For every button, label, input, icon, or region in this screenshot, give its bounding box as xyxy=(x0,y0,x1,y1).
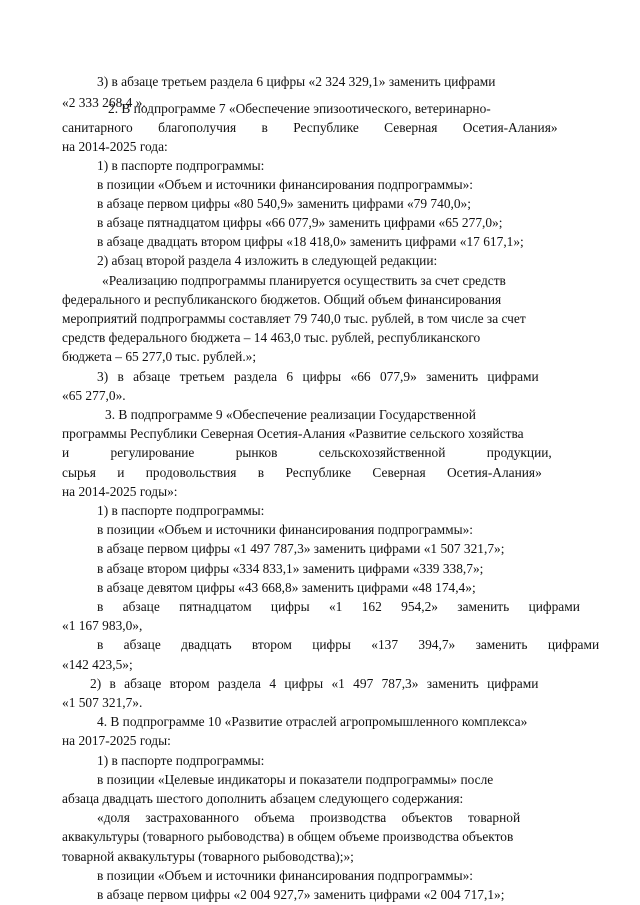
text-line: «142 423,5»; xyxy=(62,657,133,672)
text-line: в абзаце двадцать втором цифры «18 418,0» заменить цифрами «17 617,1»; xyxy=(97,234,524,249)
text-line: 4. В подпрограмме 10 «Развитие отраслей агропромышленного комплекса» xyxy=(97,714,528,729)
text-line: в абзаце первом цифры «1 497 787,3» заменить цифрами «1 507 321,7»; xyxy=(97,541,505,556)
text-line: 3) в абзаце третьем раздела 6 цифры «2 324 329,1» заменить цифрами xyxy=(97,74,496,89)
text-line: в позиции «Объем и источники финансирования подпрограммы»: xyxy=(97,177,473,192)
text-line: в позиции «Объем и источники финансирования подпрограммы»: xyxy=(97,868,473,883)
text-line: в абзаце пятнадцатом цифры «66 077,9» заменить цифрами «65 277,0»; xyxy=(97,215,503,230)
text-line: 1) в паспорте подпрограммы: xyxy=(97,753,265,768)
text-line: «доля застрахованного объема производства объектов товарной xyxy=(97,810,521,825)
text-line: «Реализацию подпрограммы планируется осуществить за счет средств xyxy=(102,273,506,288)
text-line: в абзаце первом цифры «80 540,9» заменить цифрами «79 740,0»; xyxy=(97,196,471,211)
text-line: средств федерального бюджета – 14 463,0 тыс. рублей, республиканского xyxy=(62,330,481,345)
text-line: мероприятий подпрограммы составляет 79 740,0 тыс. рублей, в том числе за счет xyxy=(62,311,526,326)
text-line: сырья и продовольствия в Республике Северная Осетия-Алания» xyxy=(62,465,542,480)
text-line: на 2017-2025 годы: xyxy=(62,733,171,748)
text-line: и регулирование рынков сельскохозяйственной продукции, xyxy=(62,445,552,460)
text-line: федерального и республиканского бюджетов. Общий объем финансирования xyxy=(62,292,502,307)
text-line: в абзаце первом цифры «2 004 927,7» заменить цифрами «2 004 717,1»; xyxy=(97,887,505,902)
text-line: 1) в паспорте подпрограммы: xyxy=(97,158,265,173)
text-line: 2) в абзаце втором раздела 4 цифры «1 497 787,3» заменить цифрами xyxy=(90,676,539,691)
text-line: программы Республики Северная Осетия-Алания «Развитие сельского хозяйства xyxy=(62,426,524,441)
text-line: в позиции «Целевые индикаторы и показатели подпрограммы» после xyxy=(97,772,494,787)
text-line: на 2014-2025 годы»: xyxy=(62,484,178,499)
text-line: в абзаце пятнадцатом цифры «1 162 954,2» заменить цифрами xyxy=(97,599,580,614)
text-line: абзаца двадцать шестого дополнить абзацем следующего содержания: xyxy=(62,791,464,806)
text-line: «2 333 268,4 ». xyxy=(62,95,146,110)
text-line: в абзаце двадцать втором цифры «137 394,7» заменить цифрами xyxy=(97,637,600,652)
text-line: 3) в абзаце третьем раздела 6 цифры «66 077,9» заменить цифрами xyxy=(97,369,539,384)
text-line: 2. В подпрограмме 7 «Обеспечение эпизоотического, ветеринарно- xyxy=(108,101,491,116)
text-line: аквакультуры (товарного рыбоводства) в общем объеме производства объектов xyxy=(62,829,514,844)
text-line: товарной аквакультуры (товарного рыбоводства);»; xyxy=(62,849,354,864)
text-line: «1 507 321,7». xyxy=(62,695,143,710)
text-line: в абзаце девятом цифры «43 668,8» заменить цифрами «48 174,4»; xyxy=(97,580,476,595)
text-line: санитарного благополучия в Республике Северная Осетия-Алания» xyxy=(62,120,558,135)
text-line: «1 167 983,0», xyxy=(62,618,143,633)
text-line: бюджета – 65 277,0 тыс. рублей.»; xyxy=(62,349,257,364)
text-line: 1) в паспорте подпрограммы: xyxy=(97,503,265,518)
text-line: на 2014-2025 года: xyxy=(62,139,168,154)
text-line: «65 277,0». xyxy=(62,388,126,403)
text-line: в позиции «Объем и источники финансирования подпрограммы»: xyxy=(97,522,473,537)
text-line: в абзаце втором цифры «334 833,1» заменить цифрами «339 338,7»; xyxy=(97,561,484,576)
text-line: 2) абзац второй раздела 4 изложить в следующей редакции: xyxy=(97,253,438,268)
text-line: 3. В подпрограмме 9 «Обеспечение реализации Государственной xyxy=(105,407,476,422)
